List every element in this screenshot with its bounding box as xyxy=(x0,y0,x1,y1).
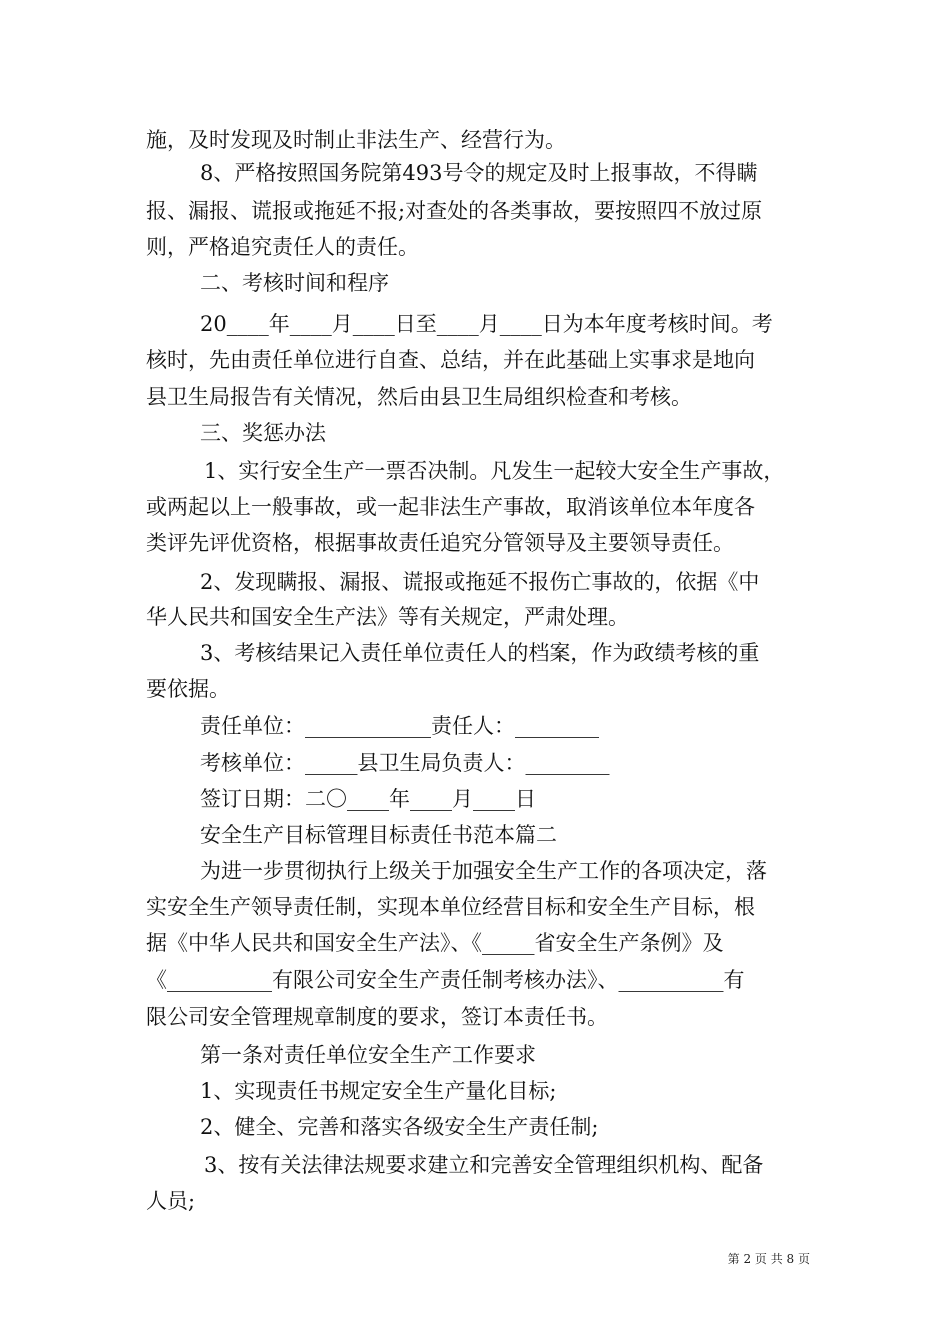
text-line: 核时，先由责任单位进行自查、总结，并在此基础上实事求是地向 xyxy=(146,348,755,372)
text-line: 2、发现瞒报、漏报、谎报或拖延不报伤亡事故的，依据《中 xyxy=(200,570,760,594)
section-heading: 第一条对责任单位安全生产工作要求 xyxy=(200,1043,536,1067)
text-line: 《__________有限公司安全生产责任制考核办法》、__________有 xyxy=(146,968,745,992)
text-line: 要依据。 xyxy=(146,677,230,701)
list-item: 1、实现责任书规定安全生产量化目标; xyxy=(200,1079,557,1103)
text-line: 报、漏报、谎报或拖延不报;对查处的各类事故，要按照四不放过原 xyxy=(146,199,763,223)
signature-field-date: 签订日期：二〇____年____月____日 xyxy=(200,787,536,811)
text-line: 类评先评优资格，根据事故责任追究分管领导及主要领导责任。 xyxy=(146,531,734,555)
text-line: 20____年____月____日至____月____日为本年度考核时间。考 xyxy=(200,312,773,336)
text-line: 3、考核结果记入责任单位责任人的档案，作为政绩考核的重 xyxy=(200,641,760,665)
page-number: 第 2 页 共 8 页 xyxy=(727,1252,810,1266)
text-line: 施，及时发现及时制止非法生产、经营行为。 xyxy=(146,128,566,152)
list-item: 3、按有关法律法规要求建立和完善安全管理组织机构、配备 xyxy=(204,1153,764,1177)
text-line: 华人民共和国安全生产法》等有关规定，严肃处理。 xyxy=(146,605,629,629)
text-line: 实安全生产领导责任制，实现本单位经营目标和安全生产目标，根 xyxy=(146,895,755,919)
signature-field-assessor: 考核单位：_____县卫生局负责人：________ xyxy=(200,751,610,775)
section-title: 安全生产目标管理目标责任书范本篇二 xyxy=(200,823,557,847)
text-line: 1、实行安全生产一票否决制。凡发生一起较大安全生产事故， xyxy=(204,459,785,483)
section-heading: 三、奖惩办法 xyxy=(200,421,326,445)
text-line: 限公司安全管理规章制度的要求，签订本责任书。 xyxy=(146,1005,608,1029)
text-line: 8、严格按照国务院第493号令的规定及时上报事故，不得瞒 xyxy=(200,161,758,185)
text-line: 为进一步贯彻执行上级关于加强安全生产工作的各项决定，落 xyxy=(200,859,767,883)
text-line: 据《中华人民共和国安全生产法》、《_____省安全生产条例》及 xyxy=(146,931,724,955)
section-heading: 二、考核时间和程序 xyxy=(200,271,389,295)
text-line: 县卫生局报告有关情况，然后由县卫生局组织检查和考核。 xyxy=(146,385,692,409)
text-line: 人员; xyxy=(146,1189,196,1213)
list-item: 2、健全、完善和落实各级安全生产责任制; xyxy=(200,1115,599,1139)
text-line: 则，严格追究责任人的责任。 xyxy=(146,235,419,259)
signature-field-unit: 责任单位：____________责任人：________ xyxy=(200,714,599,738)
text-line: 或两起以上一般事故，或一起非法生产事故，取消该单位本年度各 xyxy=(146,495,755,519)
